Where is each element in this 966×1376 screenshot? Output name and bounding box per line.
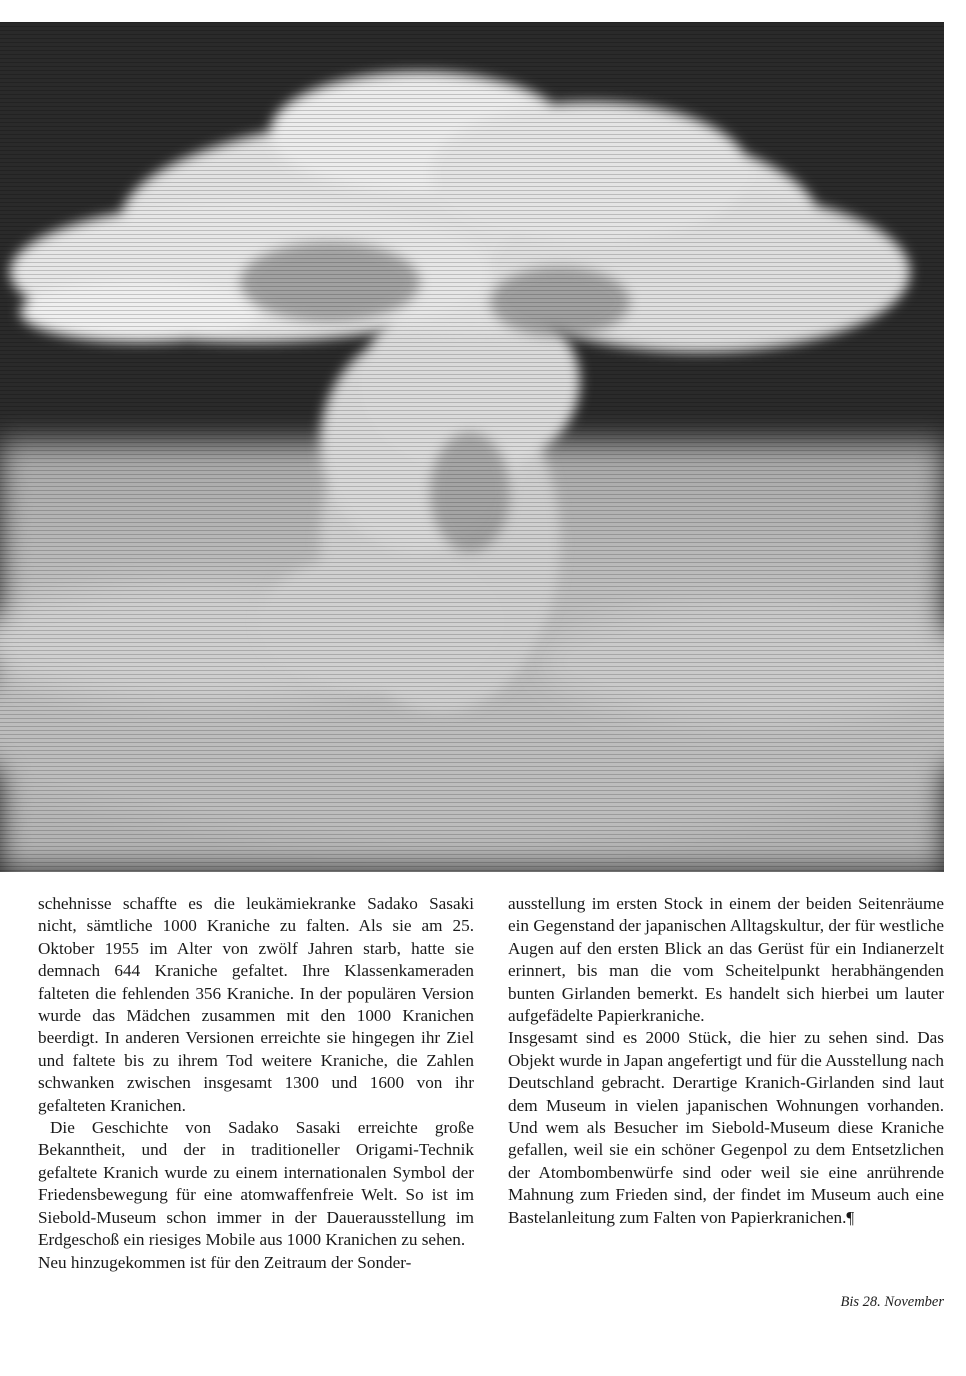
paragraph: ausstellung im ersten Stock in einem der beiden Seitenräume ein Gegenstand der japanischen Alltagskultur, der für westliche Augen auf den ersten Blick an das Gerüst für ein Indianerzelt erinnert, bis man die vom Scheitelpunkt herabhängenden bunten Girlanden bemerkt. Es handelt sich hierbei um lauter aufgefädelte Papierkraniche.	[508, 894, 944, 1026]
paragraph: schehnisse schaffte es die leukämiekranke Sadako Sasaki nicht, sämtliche 1000 Kraniche zu falten. Als sie am 25. Oktober 1955 im Alter von zwölf Jahren starb, hatte sie demnach 644 Kraniche gefaltet. Ihre Klassenkameraden falteten die fehlenden 356 Kraniche. In der populären Version wurde das Mädchen zusammen mit den 1000 Kranichen beerdigt. In anderen Versionen erreichte sie hingegen ihr Ziel und faltete bis zu ihrem Tod weitere Kraniche, die Zahlen schwanken zwischen insgesamt 1300 und 1600 von ihr gefalteten Kranichen.	[38, 894, 474, 1115]
paragraph: Neu hinzugekommen ist für den Zeitraum der Sonder-	[38, 1252, 412, 1272]
mushroom-cloud-photo	[0, 22, 944, 872]
paragraph: Die Geschichte von Sadako Sasaki erreichte große Bekanntheit, und der in traditioneller Origami-Technik gefaltete Kranich wurde zu einem internationalen Symbol der Friedensbewegung für eine atomwaffenfreie Welt. So ist im Siebold-Museum schon immer in der Dauerausstellung im Erdgeschoß ein riesiges Mobile aus 1000 Kranichen zu sehen.	[38, 1118, 474, 1250]
article-column-right	[508, 893, 944, 1229]
paragraph: Insgesamt sind es 2000 Stück, die hier zu sehen sind. Das Objekt wurde in Japan angefertigt und für die Ausstellung nach Deutschland gebracht. Derartige Kranich-Girlanden sind laut dem Museum in vielen japanischen Wohnungen vorhanden. Und wem als Besucher im Siebold-Museum diese Kraniche gefallen, weil sie ein schöner Gegenpol zu dem Entsetzlichen der Atombombenwürfe sind oder weil sie eine anrührende Mahnung zum Frieden sind, der findet im Museum auch eine Bastelanleitung zum Falten von Papierkranichen.¶	[508, 1028, 944, 1227]
article-column-left	[38, 893, 474, 1274]
exhibition-date-note: Bis 28. November	[840, 1294, 944, 1310]
